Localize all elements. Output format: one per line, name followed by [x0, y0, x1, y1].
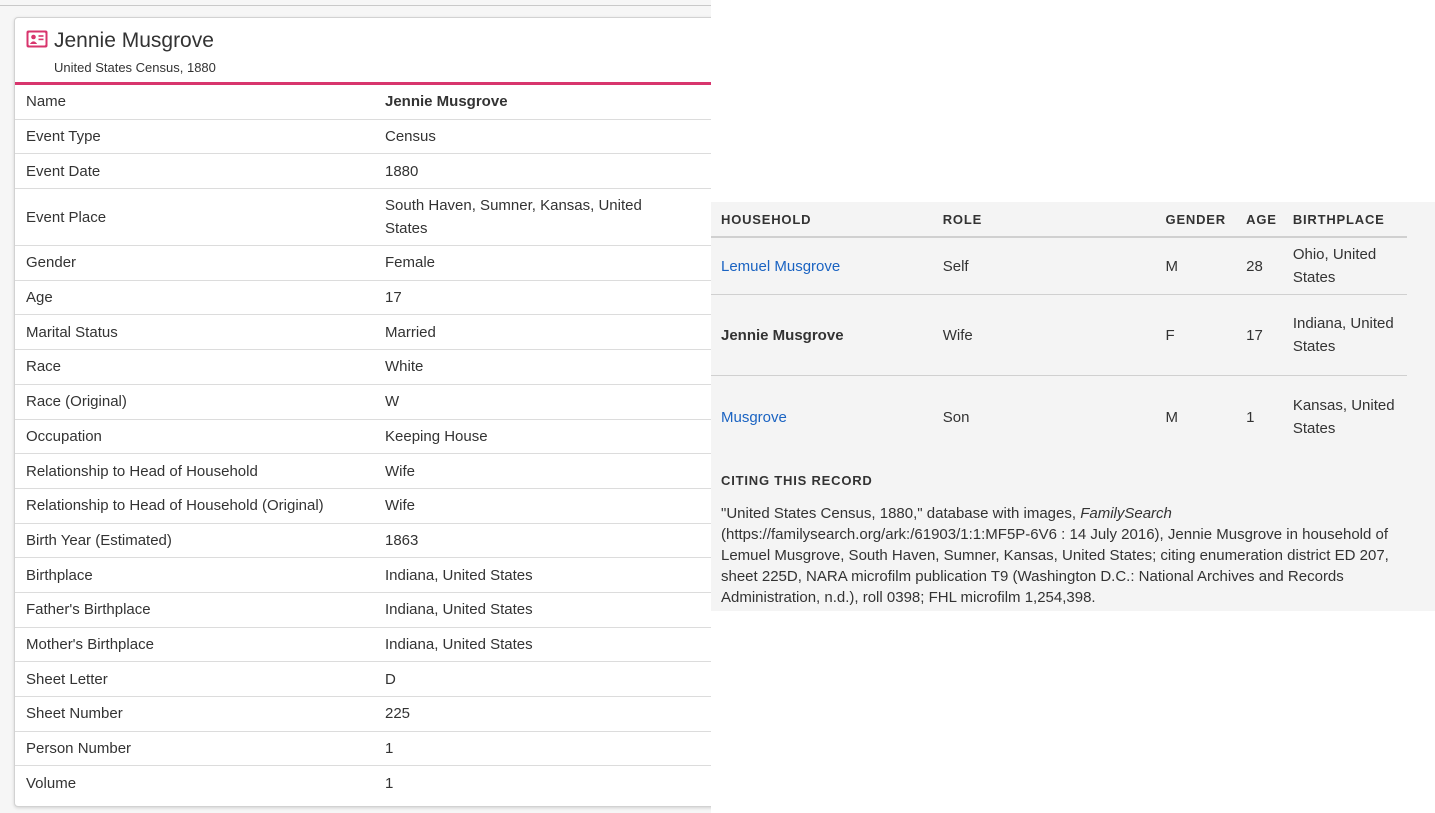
fact-row [15, 246, 711, 281]
household-member-link[interactable]: Lemuel Musgrove [721, 257, 841, 275]
fact-row [15, 85, 711, 119]
fact-row [15, 558, 711, 593]
birthplace-cell: Ohio, United States [1283, 237, 1407, 295]
age-cell: 1 [1246, 408, 1255, 426]
fact-row [15, 662, 711, 697]
household-member-cell[interactable] [711, 237, 933, 295]
fact-value: South Haven, Sumner, Kansas, United States [374, 189, 711, 246]
fact-label: Sheet Letter [15, 662, 374, 697]
fact-row [15, 189, 711, 246]
fact-label: Age [15, 280, 374, 315]
fact-value: Female [374, 246, 711, 281]
fact-value: 225 [374, 697, 711, 732]
citation-text [721, 503, 1411, 608]
fact-row [15, 523, 711, 558]
fact-value: 1 [374, 731, 711, 766]
household-member-link[interactable]: Musgrove [721, 408, 787, 426]
fact-row [15, 627, 711, 662]
fact-label: Father's Birthplace [15, 592, 374, 627]
record-pane [0, 0, 711, 813]
fact-value: 1880 [374, 154, 711, 189]
fact-value: Indiana, United States [374, 558, 711, 593]
fact-row [15, 592, 711, 627]
gender-column-header: GENDER [1156, 202, 1237, 237]
household-panel [711, 202, 1435, 611]
fact-value: Indiana, United States [374, 592, 711, 627]
gender-cell: M [1156, 237, 1237, 295]
birthplace-cell: Indiana, United States [1283, 295, 1407, 376]
fact-row [15, 731, 711, 766]
citation-source: FamilySearch [1080, 505, 1172, 522]
household-row [711, 295, 1407, 376]
person-record-icon [26, 30, 48, 48]
fact-value: Wife [374, 488, 711, 523]
top-divider [0, 5, 711, 6]
fact-label: Relationship to Head of Household [15, 454, 374, 489]
fact-label: Name [15, 85, 374, 119]
citation-part-1: "United States Census, 1880," database with images, [721, 505, 1081, 522]
fact-value: Census [374, 119, 711, 154]
fact-row [15, 154, 711, 189]
fact-label: Marital Status [15, 315, 374, 350]
household-column-header: HOUSEHOLD [711, 202, 933, 237]
fact-label: Mother's Birthplace [15, 627, 374, 662]
fact-row [15, 384, 711, 419]
page-title: Jennie Musgrove [54, 29, 214, 52]
citation-part-2: (https://familysearch.org/ark:/61903/1:1:MF5P-6V6 : 14 July 2016), Jennie Musgrove in household of Lemuel Musgrove, South Haven, Sumner, Kansas, United States; citing enumeration district ED 207, sheet 225D, NARA microfilm publication T9 (Washington D.C.: National Archives and Records Administration, n.d.), roll 0398; FHL microfilm 1,254,398. [721, 526, 1389, 606]
fact-label: Gender [15, 246, 374, 281]
role-cell: Son [942, 408, 970, 426]
record-header [15, 18, 711, 85]
age-column-header: AGE [1236, 202, 1283, 237]
age-cell: 17 [1236, 295, 1283, 376]
fact-value: Wife [374, 454, 711, 489]
fact-label: Birth Year (Estimated) [15, 523, 374, 558]
fact-value: Married [374, 315, 711, 350]
fact-label: Event Type [15, 119, 374, 154]
fact-row [15, 119, 711, 154]
fact-value: Indiana, United States [374, 627, 711, 662]
fact-row [15, 488, 711, 523]
fact-value: W [374, 384, 711, 419]
fact-value: D [374, 662, 711, 697]
fact-row [15, 280, 711, 315]
role-column-header: ROLE [933, 202, 1156, 237]
fact-row [15, 766, 711, 800]
household-member-cell[interactable] [711, 376, 933, 459]
fact-value: White [374, 350, 711, 385]
fact-label: Person Number [15, 731, 374, 766]
age-cell: 28 [1236, 237, 1283, 295]
fact-row [15, 315, 711, 350]
citing-heading: CITING THIS RECORD [721, 473, 873, 488]
household-header-row [711, 202, 1407, 237]
collection-title: United States Census, 1880 [54, 60, 216, 75]
household-row [711, 376, 1407, 459]
fact-value: 1863 [374, 523, 711, 558]
role-cell: Wife [933, 295, 1156, 376]
fact-value: 17 [374, 280, 711, 315]
fact-label: Occupation [15, 419, 374, 454]
record-facts-table [15, 85, 711, 800]
fact-label: Race (Original) [15, 384, 374, 419]
gender-cell: F [1156, 295, 1237, 376]
fact-value: Jennie Musgrove [374, 85, 711, 119]
fact-value: Keeping House [374, 419, 711, 454]
fact-row [15, 350, 711, 385]
fact-label: Relationship to Head of Household (Original) [15, 488, 374, 523]
birthplace-cell: Kansas, United States [1292, 397, 1395, 437]
current-person-name: Jennie Musgrove [721, 326, 844, 344]
birthplace-column-header: BIRTHPLACE [1283, 202, 1407, 237]
household-member-cell [711, 295, 933, 376]
fact-label: Birthplace [15, 558, 374, 593]
household-row [711, 237, 1407, 295]
fact-label: Event Place [15, 189, 374, 246]
fact-label: Event Date [15, 154, 374, 189]
gender-cell: M [1165, 408, 1179, 426]
fact-row [15, 454, 711, 489]
fact-label: Volume [26, 774, 77, 792]
fact-value: 1 [385, 774, 394, 792]
role-cell: Self [933, 237, 1156, 295]
household-table [711, 202, 1407, 458]
record-card [14, 17, 711, 807]
fact-label: Race [15, 350, 374, 385]
fact-row [15, 419, 711, 454]
fact-row [15, 697, 711, 732]
fact-label: Sheet Number [15, 697, 374, 732]
